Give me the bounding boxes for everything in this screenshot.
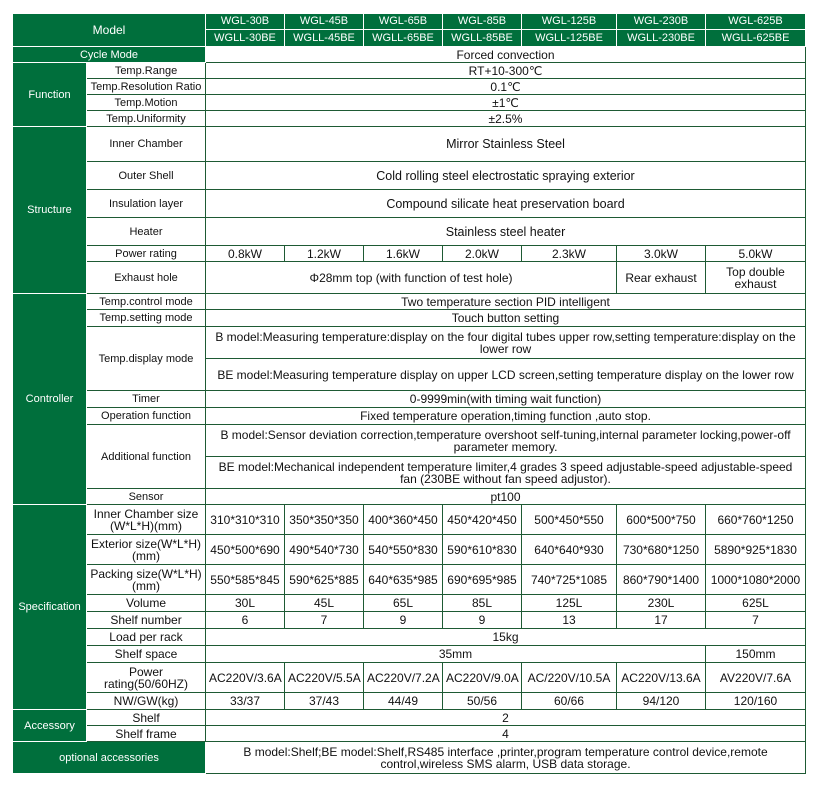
model-b-5: WGL-125B: [522, 14, 617, 30]
shelf-space-row: [13, 646, 806, 663]
shelf-frame-value: 4: [206, 726, 806, 742]
shelf-number-value: 17: [617, 612, 706, 629]
shelf-number-label: Shelf number: [87, 612, 206, 629]
power-rating-value: 3.0kW: [617, 246, 706, 262]
shelf-space-col7: 150mm: [706, 646, 806, 663]
model-be-1: WGLL-30BE: [206, 30, 285, 47]
function-label: Temp.Range: [87, 63, 206, 79]
exterior-size-value: 5890*925*1830: [706, 535, 806, 565]
shelf-number-row: [13, 612, 806, 629]
packing-size-value: 860*790*1400: [617, 565, 706, 595]
exterior-size-value: 450*500*690: [206, 535, 285, 565]
power-rating-value: 2.3kW: [522, 246, 617, 262]
model-b-1: WGL-30B: [206, 14, 285, 30]
display-mode-be: BE model:Measuring temperature display on upper LCD screen,setting temperature display on the lower row: [206, 359, 806, 391]
power-rating-value: 1.2kW: [285, 246, 364, 262]
insulation-value: Compound silicate heat preservation board: [206, 190, 806, 218]
function-label: Temp.Resolution Ratio: [87, 79, 206, 95]
model-b-4: WGL-85B: [443, 14, 522, 30]
power-value: AC/220V/10.5A: [522, 663, 617, 693]
load-per-rack-label: Load per rack: [87, 629, 206, 646]
setting-mode-value: Touch button setting: [206, 310, 806, 327]
spec-table: [12, 13, 806, 774]
function-value: RT+10-300℃: [206, 63, 806, 79]
power-label: Power rating(50/60HZ): [87, 663, 206, 693]
volume-label: Volume: [87, 595, 206, 612]
model-b-6: WGL-230B: [617, 14, 706, 30]
exterior-size-value: 490*540*730: [285, 535, 364, 565]
heater-label: Heater: [87, 218, 206, 246]
cycle-mode-row: [13, 47, 806, 63]
packing-size-value: 550*585*845: [206, 565, 285, 595]
power-row: [13, 663, 806, 693]
function-row: [13, 95, 806, 111]
timer-label: Timer: [87, 391, 206, 408]
inner-size-value: 350*350*350: [285, 505, 364, 535]
inner-size-value: 660*760*1250: [706, 505, 806, 535]
model-row-b: [13, 14, 806, 30]
operation-value: Fixed temperature operation,timing function ,auto stop.: [206, 408, 806, 425]
model-be-7: WGLL-625BE: [706, 30, 806, 47]
optional-accessories-label: optional accessories: [13, 742, 206, 774]
sensor-row: [13, 489, 806, 505]
load-per-rack-row: [13, 629, 806, 646]
exhaust-hole-common: Φ28mm top (with function of test hole): [206, 262, 617, 294]
function-value: 0.1℃: [206, 79, 806, 95]
additional-row-b: [13, 425, 806, 457]
model-b-2: WGL-45B: [285, 14, 364, 30]
nw-gw-label: NW/GW(kg): [87, 693, 206, 710]
sensor-label: Sensor: [87, 489, 206, 505]
packing-size-value: 1000*1080*2000: [706, 565, 806, 595]
exhaust-hole-row: [13, 262, 806, 294]
shelf-value: 2: [206, 710, 806, 726]
control-mode-label: Temp.control mode: [87, 294, 206, 310]
optional-accessories-row: [13, 742, 806, 774]
controller-group-label: Controller: [13, 294, 87, 505]
specification-group-label: Specification: [13, 505, 87, 710]
setting-mode-label: Temp.setting mode: [87, 310, 206, 327]
nw-gw-value: 50/56: [443, 693, 522, 710]
model-be-6: WGLL-230BE: [617, 30, 706, 47]
power-rating-row: [13, 246, 806, 262]
packing-size-value: 690*695*985: [443, 565, 522, 595]
insulation-label: Insulation layer: [87, 190, 206, 218]
exhaust-hole-top-double: Top double exhaust: [706, 262, 806, 294]
model-be-2: WGLL-45BE: [285, 30, 364, 47]
optional-accessories-value: B model:Shelf;BE model:Shelf,RS485 interface ,printer,program temperature control device,remote control,wireless SMS alarm, USB data storage.: [206, 742, 806, 774]
volume-row: [13, 595, 806, 612]
power-rating-label: Power rating: [87, 246, 206, 262]
operation-label: Operation function: [87, 408, 206, 425]
exterior-size-value: 640*640*930: [522, 535, 617, 565]
inner-size-value: 450*420*450: [443, 505, 522, 535]
packing-size-label: Packing size(W*L*H)(mm): [87, 565, 206, 595]
structure-group-label: Structure: [13, 127, 87, 294]
power-value: AC220V/9.0A: [443, 663, 522, 693]
model-be-4: WGLL-85BE: [443, 30, 522, 47]
volume-value: 30L: [206, 595, 285, 612]
model-b-3: WGL-65B: [364, 14, 443, 30]
volume-value: 85L: [443, 595, 522, 612]
packing-size-value: 640*635*985: [364, 565, 443, 595]
power-rating-value: 1.6kW: [364, 246, 443, 262]
power-rating-value: 0.8kW: [206, 246, 285, 262]
nw-gw-value: 44/49: [364, 693, 443, 710]
shelf-frame-label: Shelf frame: [87, 726, 206, 742]
power-value: AC220V/7.2A: [364, 663, 443, 693]
accessory-group-label: Accessory: [13, 710, 87, 742]
heater-row: [13, 218, 806, 246]
nw-gw-value: 120/160: [706, 693, 806, 710]
nw-gw-row: [13, 693, 806, 710]
spec-table-container: [12, 13, 805, 774]
function-group-label: Function: [13, 63, 87, 127]
cycle-mode-label: Cycle Mode: [13, 47, 206, 63]
outer-shell-row: [13, 162, 806, 190]
power-rating-value: 5.0kW: [706, 246, 806, 262]
sensor-value: pt100: [206, 489, 806, 505]
inner-size-value: 400*360*450: [364, 505, 443, 535]
power-value: AC220V/5.5A: [285, 663, 364, 693]
cycle-mode-value: Forced convection: [206, 47, 806, 63]
nw-gw-value: 33/37: [206, 693, 285, 710]
inner-chamber-label: Inner Chamber: [87, 127, 206, 162]
control-mode-row: [13, 294, 806, 310]
power-value: AC220V/13.6A: [617, 663, 706, 693]
exterior-size-value: 540*550*830: [364, 535, 443, 565]
display-mode-row-b: [13, 327, 806, 359]
function-row: [13, 63, 806, 79]
packing-size-row: [13, 565, 806, 595]
function-row: [13, 111, 806, 127]
nw-gw-value: 94/120: [617, 693, 706, 710]
timer-row: [13, 391, 806, 408]
inner-size-value: 600*500*750: [617, 505, 706, 535]
insulation-row: [13, 190, 806, 218]
power-value: AV220V/7.6A: [706, 663, 806, 693]
shelf-number-value: 13: [522, 612, 617, 629]
shelf-space-label: Shelf space: [87, 646, 206, 663]
model-be-5: WGLL-125BE: [522, 30, 617, 47]
shelf-row: [13, 710, 806, 726]
heater-value: Stainless steel heater: [206, 218, 806, 246]
model-label: Model: [13, 14, 206, 47]
function-label: Temp.Motion: [87, 95, 206, 111]
packing-size-value: 590*625*885: [285, 565, 364, 595]
model-be-3: WGLL-65BE: [364, 30, 443, 47]
exterior-size-label: Exterior size(W*L*H) (mm): [87, 535, 206, 565]
inner-size-label: Inner Chamber size (W*L*H)(mm): [87, 505, 206, 535]
volume-value: 45L: [285, 595, 364, 612]
volume-value: 125L: [522, 595, 617, 612]
exterior-size-value: 590*610*830: [443, 535, 522, 565]
inner-size-value: 500*450*550: [522, 505, 617, 535]
shelf-number-value: 6: [206, 612, 285, 629]
operation-row: [13, 408, 806, 425]
shelf-number-value: 7: [285, 612, 364, 629]
exhaust-hole-rear: Rear exhaust: [617, 262, 706, 294]
setting-mode-row: [13, 310, 806, 327]
model-b-7: WGL-625B: [706, 14, 806, 30]
additional-label: Additional function: [87, 425, 206, 489]
function-label: Temp.Uniformity: [87, 111, 206, 127]
shelf-frame-row: [13, 726, 806, 742]
shelf-number-value: 7: [706, 612, 806, 629]
load-per-rack-value: 15kg: [206, 629, 806, 646]
volume-value: 230L: [617, 595, 706, 612]
power-value: AC220V/3.6A: [206, 663, 285, 693]
shelf-label: Shelf: [87, 710, 206, 726]
exterior-size-row: [13, 535, 806, 565]
power-rating-value: 2.0kW: [443, 246, 522, 262]
outer-shell-value: Cold rolling steel electrostatic spraying exterior: [206, 162, 806, 190]
display-mode-b: B model:Measuring temperature:display on the four digital tubes upper row,setting temperature:display on the lower row: [206, 327, 806, 359]
control-mode-value: Two temperature section PID intelligent: [206, 294, 806, 310]
exterior-size-value: 730*680*1250: [617, 535, 706, 565]
nw-gw-value: 60/66: [522, 693, 617, 710]
inner-size-row: [13, 505, 806, 535]
function-row: [13, 79, 806, 95]
function-value: ±1℃: [206, 95, 806, 111]
additional-b: B model:Sensor deviation correction,temperature overshoot self-tuning,internal parameter locking,power-off parameter memory.: [206, 425, 806, 457]
inner-chamber-row: [13, 127, 806, 162]
function-value: ±2.5%: [206, 111, 806, 127]
shelf-space-common: 35mm: [206, 646, 706, 663]
volume-value: 625L: [706, 595, 806, 612]
exhaust-hole-label: Exhaust hole: [87, 262, 206, 294]
inner-chamber-value: Mirror Stainless Steel: [206, 127, 806, 162]
shelf-number-value: 9: [443, 612, 522, 629]
nw-gw-value: 37/43: [285, 693, 364, 710]
display-mode-label: Temp.display mode: [87, 327, 206, 391]
additional-be: BE model:Mechanical independent temperature limiter,4 grades 3 speed adjustable-speed adjustable-speed fan (230BE without fan speed adjustor).: [206, 457, 806, 489]
volume-value: 65L: [364, 595, 443, 612]
packing-size-value: 740*725*1085: [522, 565, 617, 595]
outer-shell-label: Outer Shell: [87, 162, 206, 190]
shelf-number-value: 9: [364, 612, 443, 629]
inner-size-value: 310*310*310: [206, 505, 285, 535]
timer-value: 0-9999min(with timing wait function): [206, 391, 806, 408]
